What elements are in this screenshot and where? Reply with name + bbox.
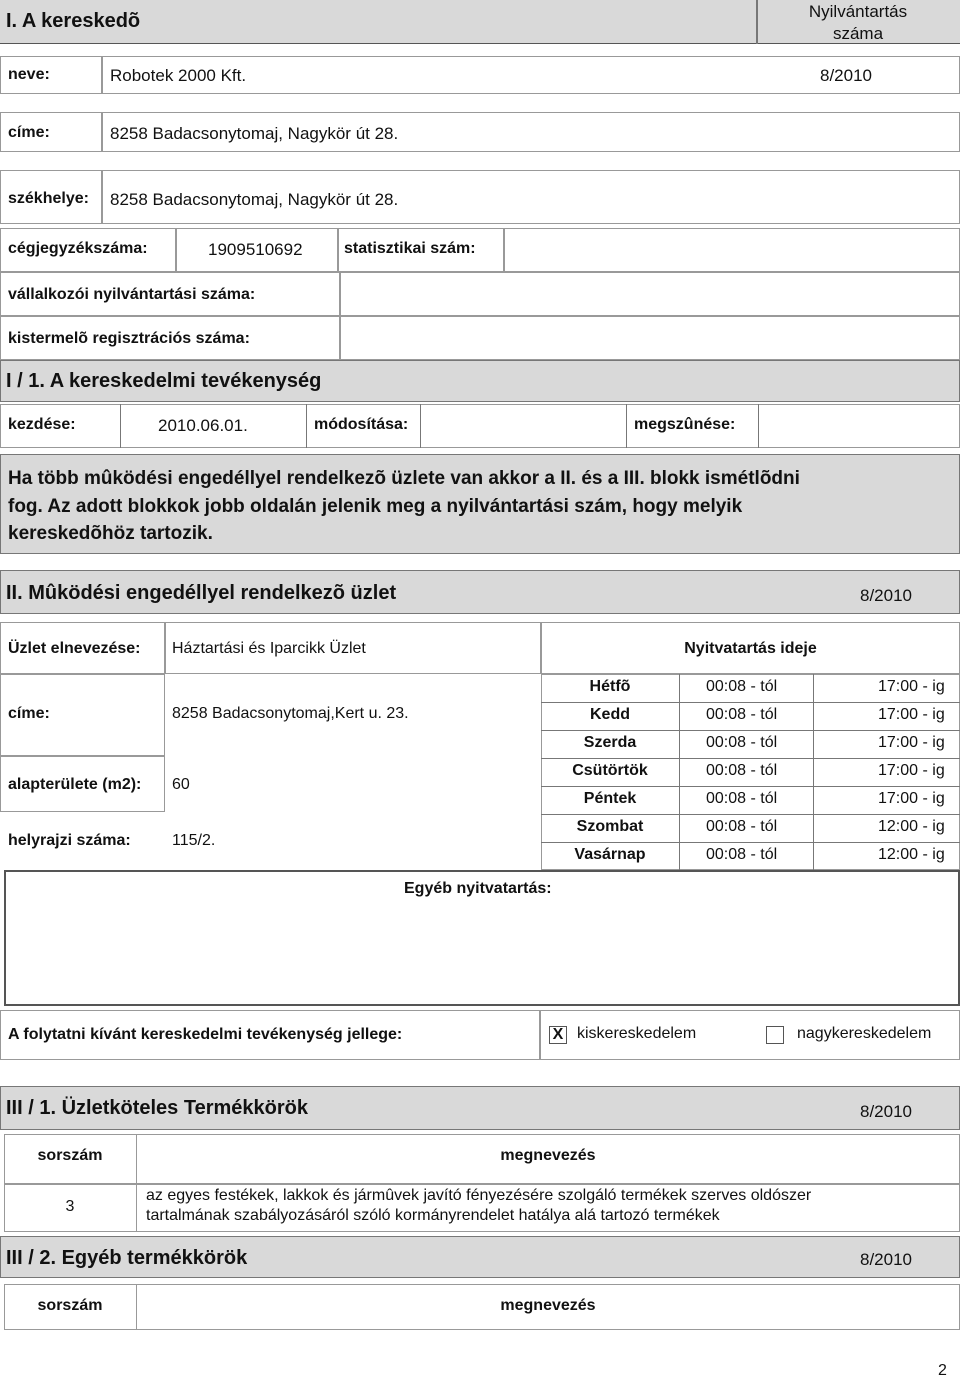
- day-to: 17:00 - ig: [878, 706, 945, 723]
- divider: [541, 786, 960, 787]
- entrepreneur-value-cell: [340, 272, 960, 316]
- hours-title: Nyitvatartás ideje: [684, 640, 817, 657]
- section3-2-title: III / 2. Egyéb termékkörök: [6, 1247, 248, 1269]
- seat-label: székhelye:: [8, 190, 89, 207]
- section1-1-title: I / 1. A kereskedelmi tevékenység: [6, 370, 322, 392]
- divider: [541, 842, 960, 843]
- day-label: Vasárnap: [574, 846, 646, 863]
- activity-row: [0, 404, 960, 448]
- section1-title: I. A kereskedõ: [6, 10, 141, 32]
- start-label: kezdése:: [8, 416, 76, 433]
- area-value: 60: [172, 776, 190, 793]
- shop-address-value: 8258 Badacsonytomaj,Kert u. 23.: [172, 705, 409, 722]
- day-to: 17:00 - ig: [878, 678, 945, 695]
- section2-title: II. Mûködési engedéllyel rendelkezõ üzlet: [6, 582, 397, 604]
- other-hours-label: Egyéb nyitvatartás:: [404, 880, 552, 897]
- divider: [120, 404, 121, 448]
- lot-value: 115/2.: [172, 832, 216, 849]
- day-to: 17:00 - ig: [878, 734, 945, 751]
- end-label: megszûnése:: [634, 416, 736, 433]
- col-num-header: sorszám: [37, 1147, 103, 1164]
- day-from: 00:08 - tól: [706, 706, 778, 723]
- day-label: Szerda: [583, 734, 637, 751]
- product-name-line2: tartalmának szabályozásáról szóló kormányrendelet hatálya alá tartozó termékek: [146, 1207, 720, 1224]
- entrepreneur-label: vállalkozói nyilvántartási száma:: [8, 286, 256, 303]
- stat-value-cell: [504, 228, 960, 272]
- stat-label: statisztikai szám:: [344, 240, 476, 257]
- divider: [541, 758, 960, 759]
- retail-checkbox[interactable]: X: [549, 1026, 567, 1044]
- reg-label-line1: Nyilvántartás: [808, 2, 908, 21]
- page-number: 2: [938, 1362, 947, 1379]
- divider: [136, 1184, 137, 1232]
- product-num: 3: [65, 1198, 75, 1215]
- divider: [626, 404, 627, 448]
- start-value: 2010.06.01.: [158, 416, 248, 435]
- day-label: Csütörtök: [572, 762, 648, 779]
- day-to: 17:00 - ig: [878, 762, 945, 779]
- col-num-header: sorszám: [37, 1297, 103, 1314]
- reg-number: 8/2010: [820, 66, 872, 85]
- notice-line1: Ha több mûködési engedéllyel rendelkezõ üzlete van akkor a II. és a III. blokk ismétlõdni: [8, 468, 800, 489]
- product-name-line1: az egyes festékek, lakkok és jármûvek javító fényezésére szolgáló termékek szerves oldószer: [146, 1187, 812, 1204]
- seat-value: 8258 Badacsonytomaj, Nagykör út 28.: [110, 190, 399, 209]
- divider: [541, 730, 960, 731]
- day-label: Péntek: [583, 790, 637, 807]
- notice-line2: fog. Az adott blokkok jobb oldalán jelenik meg a nyilvántartási szám, hogy melyik: [8, 496, 743, 517]
- section3-1-reg-number: 8/2010: [860, 1102, 912, 1121]
- producer-label: kistermelõ regisztrációs száma:: [8, 330, 250, 347]
- day-from: 00:08 - tól: [706, 734, 778, 751]
- day-to: 17:00 - ig: [878, 790, 945, 807]
- company-reg-label: cégjegyzékszáma:: [8, 240, 148, 257]
- day-from: 00:08 - tól: [706, 846, 778, 863]
- shop-name-value: Háztartási és Iparcikk Üzlet: [172, 640, 366, 657]
- section2-reg-number: 8/2010: [860, 586, 912, 605]
- divider: [541, 702, 960, 703]
- shop-address-label: címe:: [8, 705, 50, 722]
- day-to: 12:00 - ig: [878, 818, 945, 835]
- header-divider: [756, 0, 758, 44]
- reg-label-line2: száma: [832, 24, 884, 43]
- section3-2-reg-number: 8/2010: [860, 1250, 912, 1269]
- wholesale-label: nagykereskedelem: [797, 1025, 932, 1042]
- day-label: Szombat: [576, 818, 644, 835]
- divider: [758, 404, 759, 448]
- col-name-header: megnevezés: [500, 1147, 596, 1164]
- address-value: 8258 Badacsonytomaj, Nagykör út 28.: [110, 124, 399, 143]
- modify-label: módosítása:: [314, 416, 409, 433]
- activity-type-label: A folytatni kívánt kereskedelmi tevékenység jellege:: [8, 1026, 403, 1043]
- area-label: alapterülete (m2):: [8, 776, 142, 793]
- day-from: 00:08 - tól: [706, 762, 778, 779]
- divider: [541, 814, 960, 815]
- day-to: 12:00 - ig: [878, 846, 945, 863]
- divider: [420, 404, 421, 448]
- col-name-header: megnevezés: [500, 1297, 596, 1314]
- notice-line3: kereskedõhöz tartozik.: [8, 523, 213, 544]
- producer-value-cell: [340, 316, 960, 360]
- address-label: címe:: [8, 124, 50, 141]
- lot-label: helyrajzi száma:: [8, 832, 131, 849]
- day-label: Hétfõ: [589, 678, 631, 695]
- divider: [813, 674, 814, 870]
- name-value: Robotek 2000 Kft.: [110, 66, 247, 85]
- day-from: 00:08 - tól: [706, 790, 778, 807]
- divider: [306, 404, 307, 448]
- wholesale-checkbox[interactable]: [766, 1026, 784, 1044]
- day-from: 00:08 - tól: [706, 818, 778, 835]
- name-label: neve:: [8, 66, 50, 83]
- day-label: Kedd: [590, 706, 630, 723]
- shop-name-label: Üzlet elnevezése:: [8, 640, 141, 657]
- divider: [679, 674, 680, 870]
- section3-1-title: III / 1. Üzletköteles Termékkörök: [6, 1097, 308, 1119]
- company-reg-value: 1909510692: [208, 240, 303, 259]
- retail-label: kiskereskedelem: [577, 1025, 697, 1042]
- day-from: 00:08 - tól: [706, 678, 778, 695]
